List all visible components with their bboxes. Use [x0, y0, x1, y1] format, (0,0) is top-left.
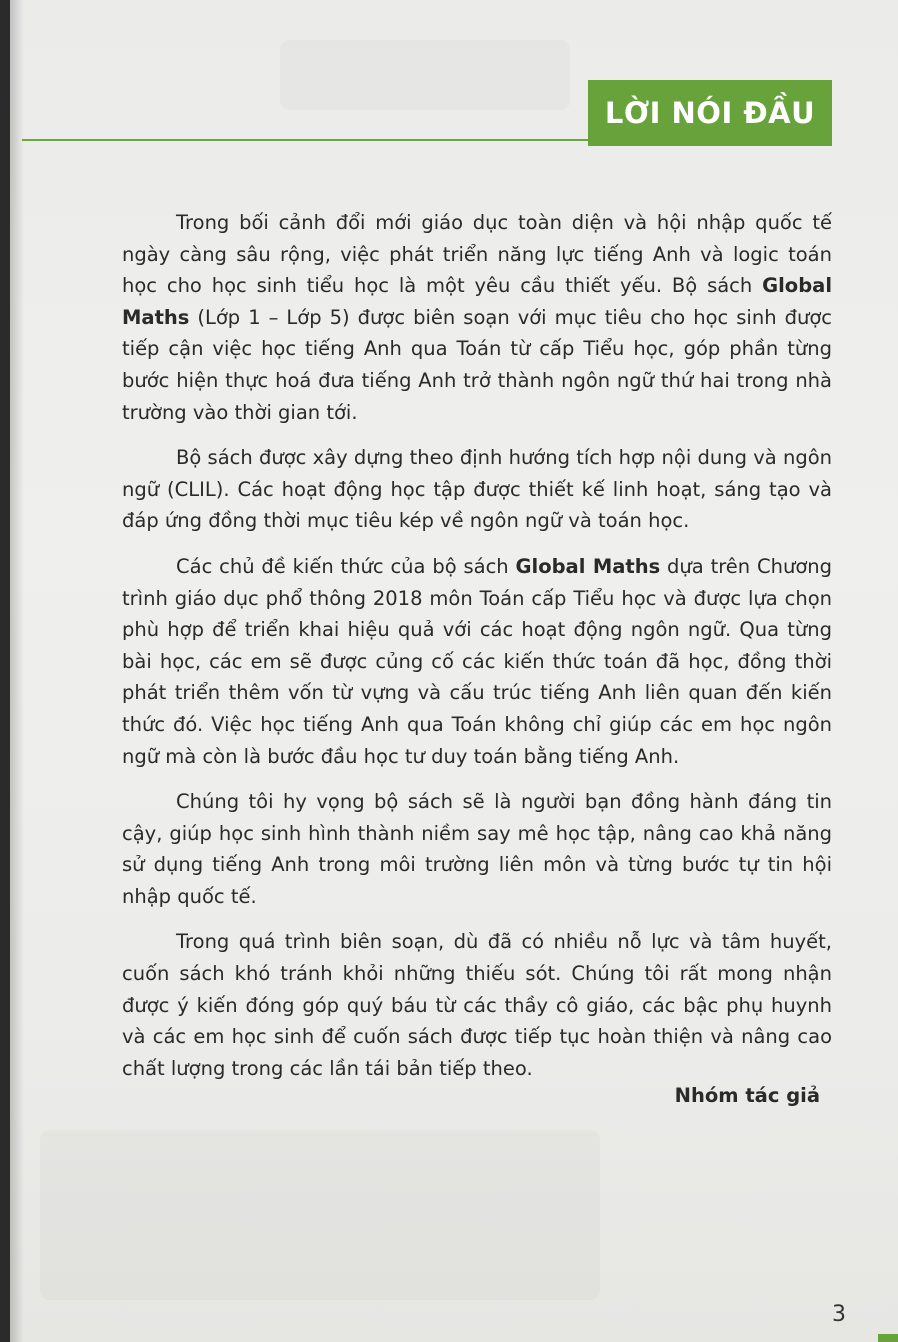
spine-shadow — [10, 0, 24, 1342]
header-rule — [22, 139, 598, 141]
paragraph-text: dựa trên Chương trình giáo dục phổ thông 2018 môn Toán cấp Tiểu học và được lựa chọn phù hợp để triển khai hiệu quả với các hoạt động ngôn ngữ. Qua từng bài học, các em sẽ được củng cố các kiến thức toán đã học, đồng thời phát triển thêm vốn từ vựng và cấu trúc tiếng Anh liên quan đến kiến thức đó. Việc học tiếng Anh qua Toán không chỉ giúp các em học ngôn ngữ mà còn là bước đầu học tư duy toán bằng tiếng Anh. — [122, 554, 832, 768]
author-signature: Nhóm tác giả — [674, 1084, 820, 1107]
book-title-text: Global Maths — [122, 274, 832, 329]
paragraph-text: Bộ sách được xây dựng theo định hướng tích hợp nội dung và ngôn ngữ (CLIL). Các hoạt động học tập được thiết kế linh hoạt, sáng tạo và đáp ứng đồng thời mục tiêu kép về ngôn ngữ và toán học. — [122, 446, 832, 533]
paragraph-text: Chúng tôi hy vọng bộ sách sẽ là người bạn đồng hành đáng tin cậy, giúp học sinh hình thành niềm say mê học tập, nâng cao khả năng sử dụng tiếng Anh trong môi trường liên môn và từng bước tự tin hội nhập quốc tế. — [122, 790, 832, 908]
book-title-text: Global Maths — [515, 554, 661, 578]
show-through-box-bottom — [40, 1130, 600, 1300]
paragraph — [122, 551, 832, 772]
preface-body — [122, 207, 832, 1098]
paragraph-text: Trong bối cảnh đổi mới giáo dục toàn diện và hội nhập quốc tế ngày càng sâu rộng, việc phát triển năng lực tiếng Anh và logic toán học cho học sinh tiểu học là một yêu cầu thiết yếu. Bộ sách — [122, 211, 832, 298]
corner-color-tab — [878, 1334, 898, 1342]
title-banner — [588, 80, 832, 146]
paragraph-text: (Lớp 1 – Lớp 5) được biên soạn với mục tiêu cho học sinh được tiếp cận việc học tiếng Anh qua Toán từ cấp Tiểu học, góp phần từng bước hiện thực hoá đưa tiếng Anh trở thành ngôn ngữ thứ hai trong nhà trường vào thời gian tới. — [122, 305, 832, 424]
paragraph — [122, 926, 832, 1084]
show-through-box-top — [280, 40, 570, 110]
paragraph — [122, 442, 832, 537]
book-page — [10, 0, 898, 1342]
paragraph-text: Trong quá trình biên soạn, dù đã có nhiều nỗ lực và tâm huyết, cuốn sách khó tránh khỏi những thiếu sót. Chúng tôi rất mong nhận được ý kiến đóng góp quý báu từ các thầy cô giáo, các bậc phụ huynh và các em học sinh để cuốn sách được tiếp tục hoàn thiện và nâng cao chất lượng trong các lần tái bản tiếp theo. — [122, 930, 832, 1080]
page-title: LỜI NÓI ĐẦU — [604, 96, 816, 130]
paragraph — [122, 786, 832, 912]
paragraph-text: Các chủ đề kiến thức của bộ sách — [176, 554, 516, 578]
paragraph — [122, 207, 832, 428]
page-number: 3 — [832, 1302, 846, 1327]
